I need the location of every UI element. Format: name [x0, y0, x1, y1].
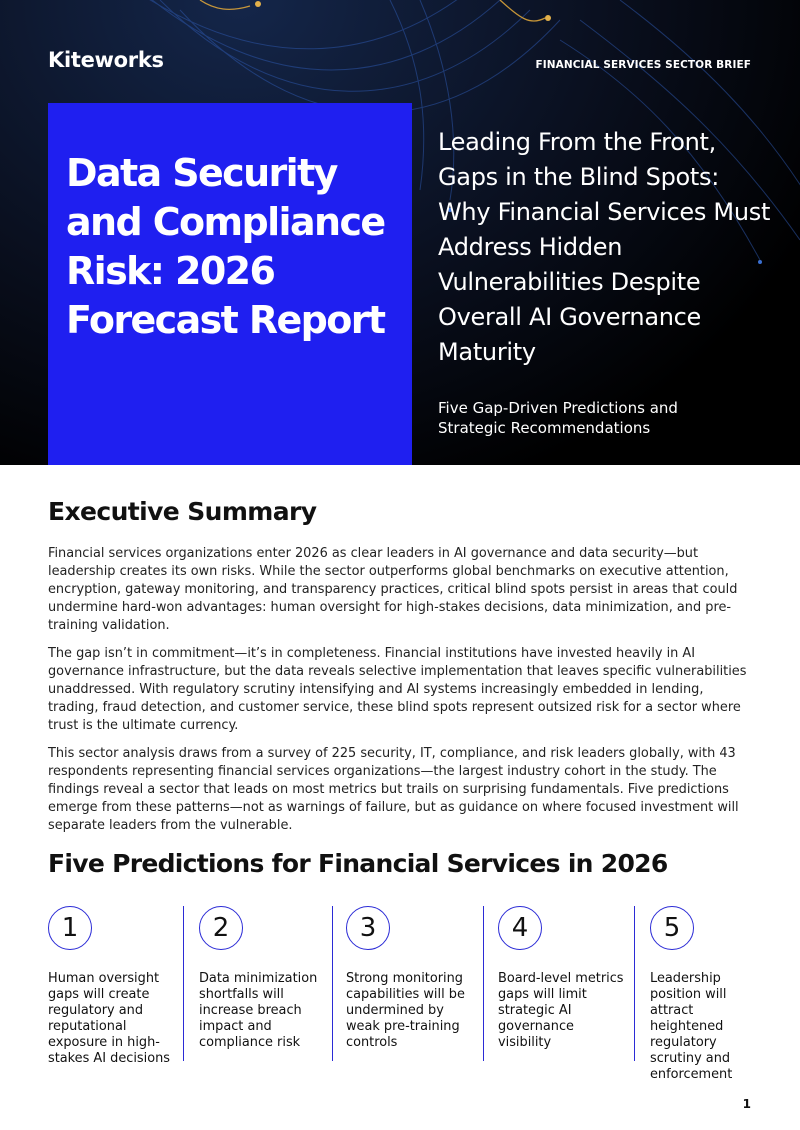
- report-subtitle: Leading From the Front, Gaps in the Blind Spots: Why Financial Services Must Address Hidden Vulnerabilities Despite Overall AI Governance Maturity: [438, 128, 771, 366]
- kiteworks-logo: Kiteworks: [48, 48, 164, 72]
- prediction-number-circle: [346, 906, 390, 950]
- predictions-heading: Five Predictions for Financial Services in 2026: [48, 849, 668, 878]
- prediction-number: 3: [359, 913, 377, 943]
- prediction-number: 4: [511, 913, 529, 943]
- title-panel: [48, 103, 412, 465]
- prediction-number-circle: [650, 906, 694, 950]
- prediction-text: Human oversight gaps will create regulatory and reputational exposure in high-stakes AI decisions: [48, 971, 170, 1066]
- prediction-text: Data minimization shortfalls will increase breach impact and compliance risk: [199, 971, 318, 1050]
- prediction-item: [199, 906, 324, 1086]
- summary-paragraph: Financial services organizations enter 2026 as clear leaders in AI governance and data security—but leadership creates its own risks. While the sector outperforms global benchmarks on executive attention, encryption, gateway monitoring, and transparency practices, critical blind spots persist in areas that could undermine hard-won advantages: human oversight for high-stakes decisions, data minimization, and pre-training validation.: [48, 546, 738, 633]
- prediction-number-circle: [48, 906, 92, 950]
- page-number: 1: [742, 1097, 751, 1111]
- prediction-number-circle: [498, 906, 542, 950]
- prediction-divider: [483, 906, 484, 1061]
- prediction-number: 1: [61, 913, 79, 943]
- hero-banner: [0, 0, 800, 465]
- prediction-number-circle: [199, 906, 243, 950]
- prediction-number: 2: [212, 913, 230, 943]
- executive-summary-body: [48, 545, 756, 845]
- prediction-item: [650, 906, 745, 1086]
- prediction-divider: [332, 906, 333, 1061]
- prediction-item: [498, 906, 628, 1086]
- predictions-row: [48, 906, 760, 1086]
- prediction-number: 5: [663, 913, 681, 943]
- prediction-item: [346, 906, 476, 1086]
- prediction-text: Leadership position will attract heightened regulatory scrutiny and enforcement: [650, 971, 733, 1082]
- prediction-text: Strong monitoring capabilities will be undermined by weak pre-training controls: [346, 971, 465, 1050]
- report-tagline: Five Gap-Driven Predictions and Strategic Recommendations: [438, 399, 678, 437]
- executive-summary-heading: Executive Summary: [48, 497, 317, 526]
- prediction-text: Board-level metrics gaps will limit strategic AI governance visibility: [498, 971, 624, 1050]
- prediction-divider: [183, 906, 184, 1061]
- sector-label: FINANCIAL SERVICES SECTOR BRIEF: [535, 59, 751, 71]
- prediction-divider: [634, 906, 635, 1061]
- report-title: Data Security and Compliance Risk: 2026 Forecast Report: [66, 151, 385, 342]
- summary-paragraph: The gap isn’t in commitment—it’s in completeness. Financial institutions have invested heavily in AI governance infrastructure, but the data reveals selective implementation that leaves specific vulnerabilities unaddressed. With regulatory scrutiny intensifying and AI systems increasingly embedded in lending, trading, fraud detection, and customer service, these blind spots represent outsized risk for a sector where trust is the ultimate currency.: [48, 646, 747, 733]
- prediction-item: [48, 906, 173, 1086]
- summary-paragraph: This sector analysis draws from a survey of 225 security, IT, compliance, and risk leaders globally, with 43 respondents representing financial services organizations—the largest industry cohort in the study. The findings reveal a sector that leads on most metrics but trails on surprising fundamentals. Five predictions emerge from these patterns—not as warnings of failure, but as guidance on where focused investment will separate leaders from the vulnerable.: [48, 746, 739, 833]
